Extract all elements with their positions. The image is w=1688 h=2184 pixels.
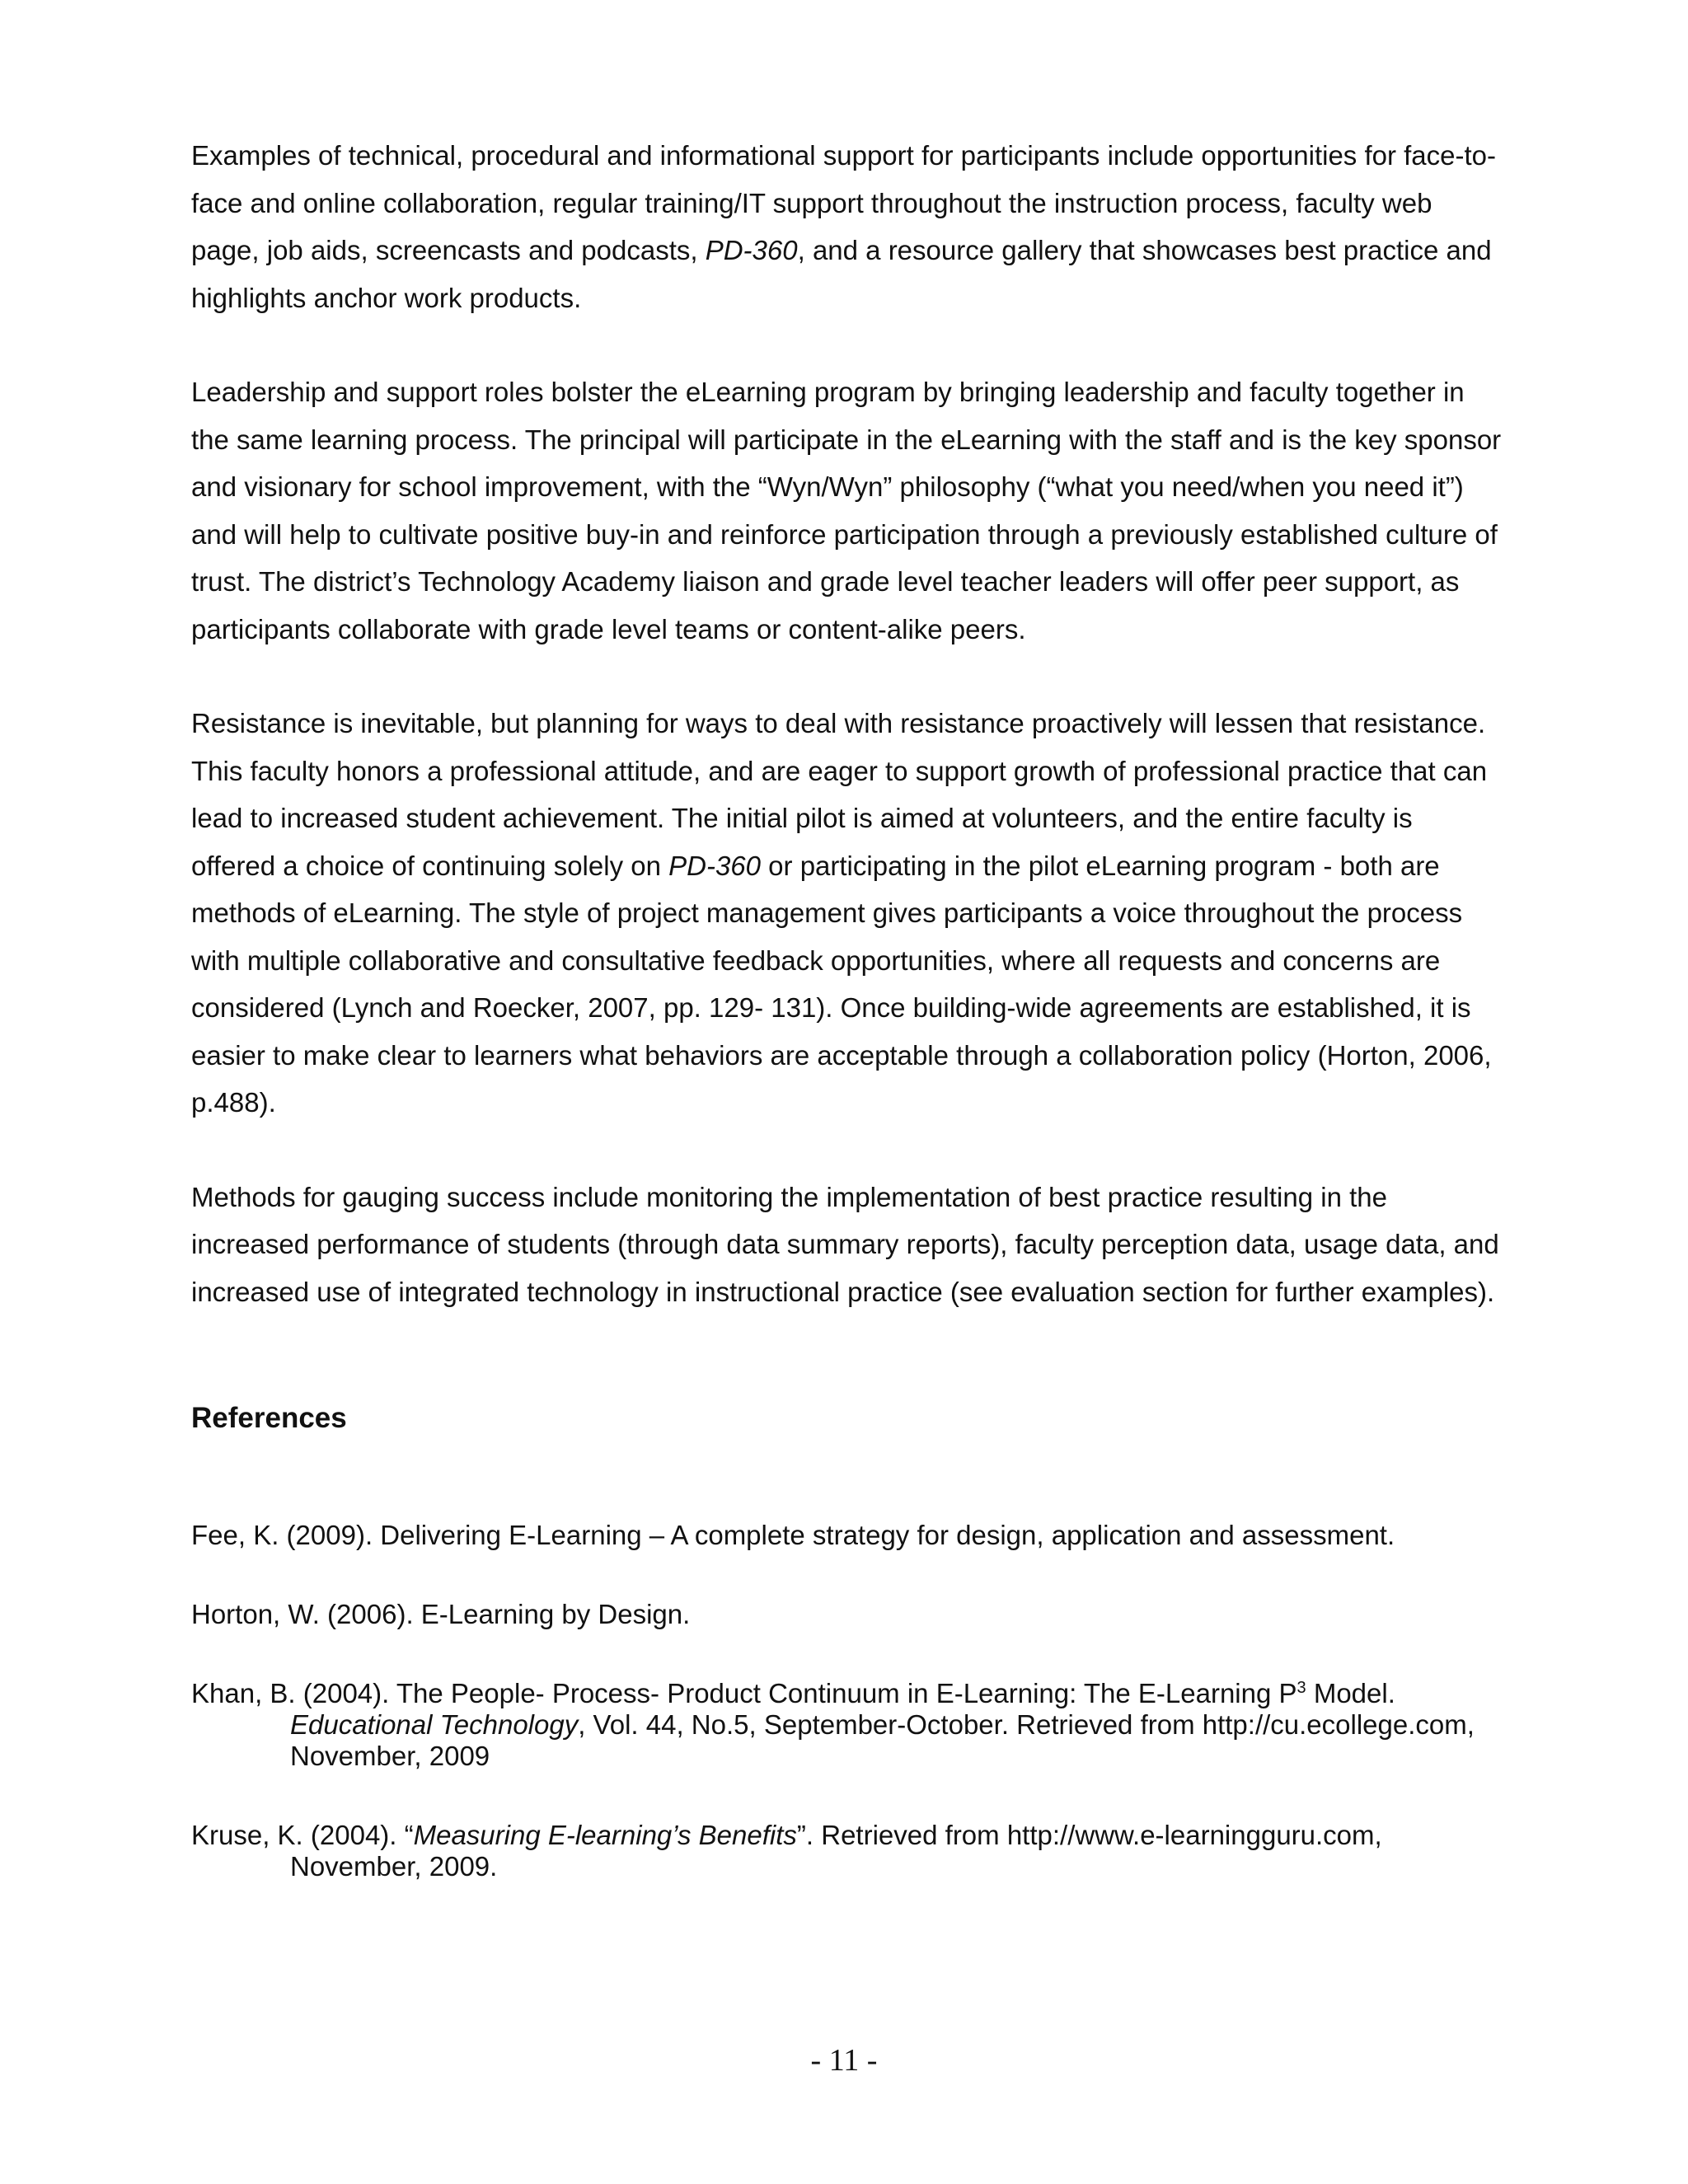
- text-run: ”. Retrieved from http://www.e-learningguru.com, November, 2009.: [290, 1820, 1382, 1882]
- italic-text: PD-360: [668, 850, 762, 881]
- page-number: - 11 -: [810, 2043, 878, 2078]
- italic-text: Educational Technology: [290, 1709, 579, 1740]
- superscript-text: 3: [1296, 1679, 1306, 1697]
- italic-text: PD-360: [705, 235, 798, 265]
- text-run: Khan, B. (2004). The People- Process- Product Continuum in E-Learning: The E-Learning P: [191, 1678, 1297, 1708]
- text-run: or participating in the pilot eLearning program - both are methods of eLearning. The style of project management gives participants a voice throughout the process with multiple collaborative and consultative feedback opportunities, where all requests and concerns are considered (Lynch and Roecker, 2007, pp. 129- 131). Once building-wide agreements are established, it is easier to make clear to learners what behaviors are acceptable through a collaboration policy (Horton, 2006, p.488).: [191, 850, 1492, 1118]
- body-paragraph: [191, 132, 1502, 321]
- body-paragraph: [191, 368, 1502, 653]
- text-run: , and a resource gallery that showcases best practice and highlights anchor work products.: [191, 235, 1492, 313]
- text-run: Horton, W. (2006). E-Learning by Design.: [191, 1599, 691, 1629]
- text-run: Model.: [1306, 1678, 1395, 1708]
- text-run: Examples of technical, procedural and informational support for participants include opportunities for face-to-face and online collaboration, regular training/IT support throughout the instruction process, faculty web page, job aids, screencasts and podcasts,: [191, 140, 1497, 265]
- reference-entry: [191, 1520, 1502, 1551]
- reference-entry: [191, 1599, 1502, 1630]
- text-run: Leadership and support roles bolster the eLearning program by bringing leadership and faculty together in the same learning process. The principal will participate in the eLearning with the staff and is the key sponsor and visionary for school improvement, with the “Wyn/Wyn” philosophy (“what you need/when you need it”) and will help to cultivate positive buy-in and reinforce participation through a previously established culture of trust. The district’s Technology Academy liaison and grade level teacher leaders will offer peer support, as participants collaborate with grade level teams or content-alike peers.: [191, 377, 1502, 644]
- page-content: [191, 132, 1502, 1930]
- reference-entry: [191, 1678, 1502, 1772]
- body-paragraph: [191, 700, 1502, 1127]
- italic-text: Measuring E-learning’s Benefits: [413, 1820, 797, 1850]
- body-paragraph: [191, 1174, 1502, 1316]
- references-heading: References: [191, 1402, 347, 1434]
- text-run: , Vol. 44, No.5, September-October. Retrieved from http://cu.ecollege.com, November, 2009: [290, 1709, 1475, 1771]
- text-run: Methods for gauging success include monitoring the implementation of best practice resulting in the increased performance of students (through data summary reports), faculty perception data, usage data, and increased use of integrated technology in instructional practice (see evaluation section for further examples).: [191, 1181, 1499, 1307]
- text-run: Fee, K. (2009). Delivering E-Learning – A complete strategy for design, application and assessment.: [191, 1520, 1395, 1550]
- text-run: Kruse, K. (2004). “: [191, 1820, 414, 1850]
- reference-entry: [191, 1820, 1502, 1882]
- body-paragraphs: [191, 132, 1502, 1315]
- references-list: [191, 1520, 1502, 1882]
- text-run: Resistance is inevitable, but planning for ways to deal with resistance proactively will lessen that resistance. This faculty honors a professional attitude, and are eager to support growth of professional practice that can lead to increased student achievement. The initial pilot is aimed at volunteers, and the entire faculty is offered a choice of continuing solely on: [191, 708, 1488, 881]
